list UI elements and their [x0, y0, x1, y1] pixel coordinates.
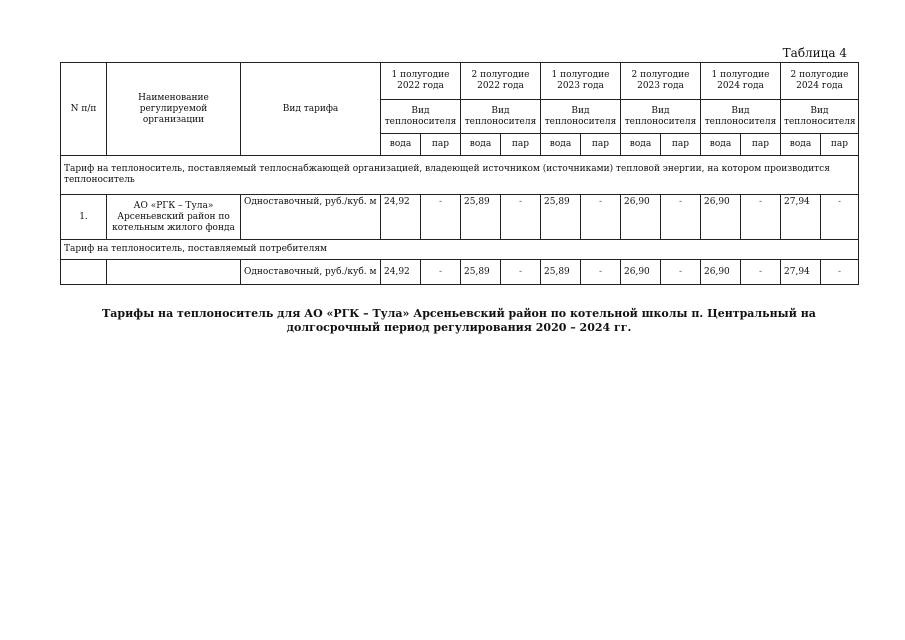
header-period: 1 полугодие 2024 года	[701, 63, 781, 100]
header-carrier: Вид теплоносителя	[621, 100, 701, 134]
header-steam: пар	[661, 134, 701, 156]
cell-value: 26,90	[621, 260, 661, 285]
header-row-periods	[61, 63, 859, 100]
cell-value: -	[821, 195, 859, 240]
cell-value: 26,90	[621, 195, 661, 240]
cell-value: -	[581, 195, 621, 240]
cell-value: 27,94	[781, 260, 821, 285]
cell-value: 26,90	[701, 195, 741, 240]
header-org: Наименование регулируемой организации	[107, 63, 241, 156]
header-period: 2 полугодие 2024 года	[781, 63, 859, 100]
header-steam: пар	[421, 134, 461, 156]
cell-value: -	[501, 260, 541, 285]
cell-value: -	[581, 260, 621, 285]
cell-value: 26,90	[701, 260, 741, 285]
cell-value: -	[421, 260, 461, 285]
row-num-empty	[61, 260, 107, 285]
cell-value: 25,89	[541, 195, 581, 240]
cell-value: -	[501, 195, 541, 240]
header-water: вода	[621, 134, 661, 156]
cell-value: 27,94	[781, 195, 821, 240]
row-org-empty	[107, 260, 241, 285]
row-num: 1.	[61, 195, 107, 240]
row-tariff: Одноставочный, руб./куб. м	[241, 195, 381, 240]
header-water: вода	[701, 134, 741, 156]
header-steam: пар	[581, 134, 621, 156]
cell-value: 25,89	[461, 260, 501, 285]
header-period: 1 полугодие 2023 года	[541, 63, 621, 100]
header-period: 2 полугодие 2022 года	[461, 63, 541, 100]
header-water: вода	[781, 134, 821, 156]
header-water: вода	[461, 134, 501, 156]
header-period: 1 полугодие 2022 года	[381, 63, 461, 100]
header-tariff-type: Вид тарифа	[241, 63, 381, 156]
cell-value: 25,89	[461, 195, 501, 240]
table-row	[61, 260, 859, 285]
section-row	[61, 156, 859, 195]
cell-value: -	[741, 195, 781, 240]
header-period: 2 полугодие 2023 года	[621, 63, 701, 100]
table-row	[61, 195, 859, 240]
section-row	[61, 240, 859, 260]
cell-value: -	[661, 195, 701, 240]
section-title-consumers: Тариф на теплоноситель, поставляемый потребителям	[61, 240, 859, 260]
header-num: N п/п	[61, 63, 107, 156]
header-carrier: Вид теплоносителя	[381, 100, 461, 134]
header-water: вода	[381, 134, 421, 156]
cell-value: 24,92	[381, 195, 421, 240]
header-steam: пар	[501, 134, 541, 156]
cell-value: 25,89	[541, 260, 581, 285]
header-steam: пар	[821, 134, 859, 156]
footer-heading: Тарифы на теплоноситель для АО «РГК – Тула» Арсеньевский район по котельной школы п. Центральный на долгосрочный период регулирования 2020 – 2024 гг.	[102, 307, 816, 334]
table-caption: Таблица 4	[782, 46, 847, 60]
cell-value: -	[421, 195, 461, 240]
header-steam: пар	[741, 134, 781, 156]
cell-value: -	[821, 260, 859, 285]
header-carrier: Вид теплоносителя	[781, 100, 859, 134]
header-carrier: Вид теплоносителя	[461, 100, 541, 134]
section-title-source: Тариф на теплоноситель, поставляемый теплоснабжающей организацией, владеющей источником (источниками) тепловой энергии, на котором производится теплоноситель	[61, 156, 859, 195]
cell-value: -	[661, 260, 701, 285]
cell-value: -	[741, 260, 781, 285]
header-carrier: Вид теплоносителя	[701, 100, 781, 134]
header-carrier: Вид теплоносителя	[541, 100, 621, 134]
row-tariff: Одноставочный, руб./куб. м	[241, 260, 381, 285]
header-water: вода	[541, 134, 581, 156]
row-org: АО «РГК – Тула» Арсеньевский район по котельным жилого фонда	[107, 195, 241, 240]
tariff-table	[60, 62, 859, 285]
cell-value: 24,92	[381, 260, 421, 285]
